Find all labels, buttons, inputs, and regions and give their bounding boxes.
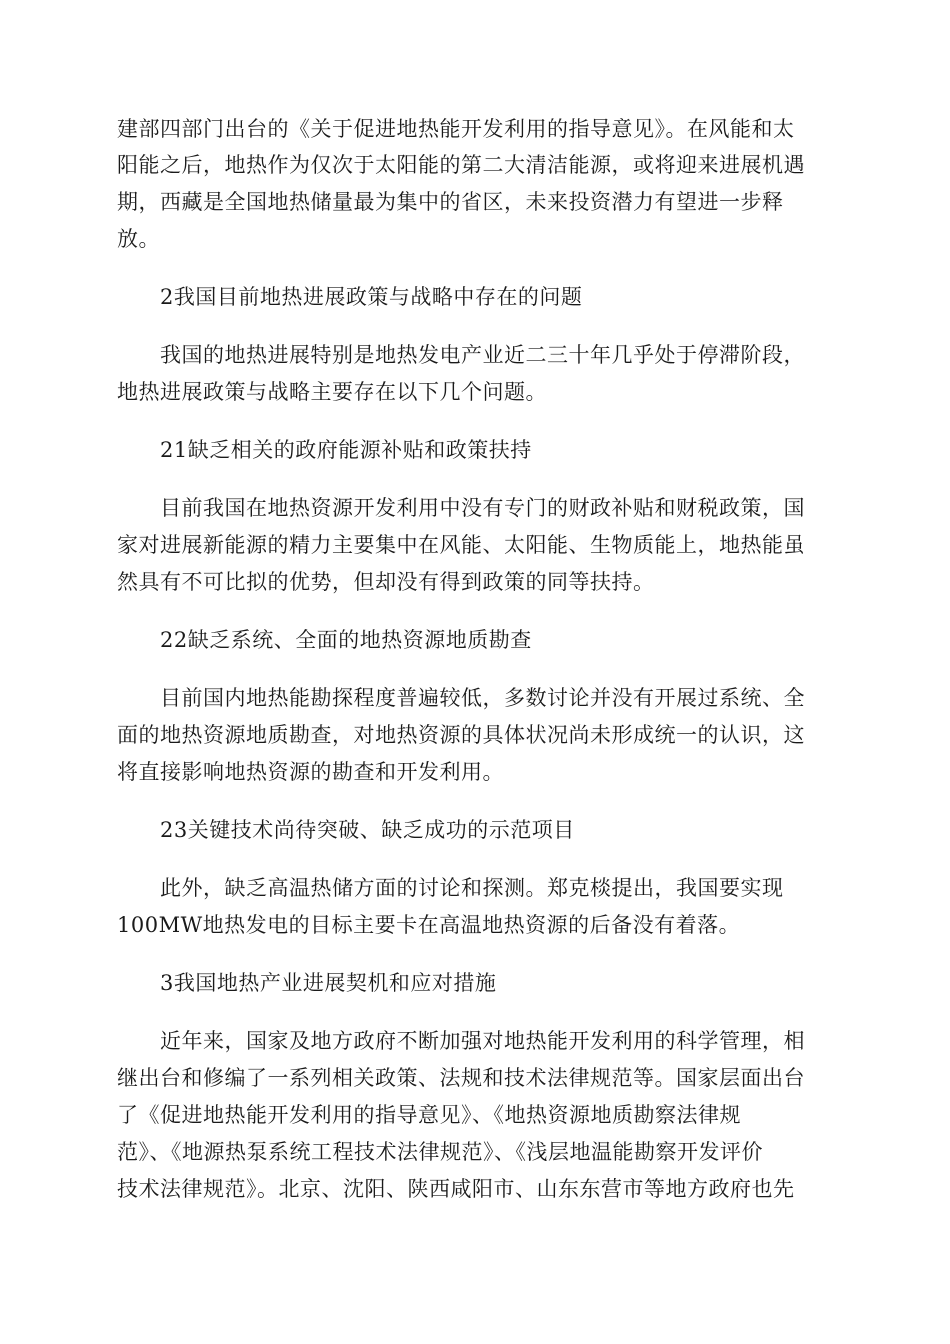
- text-line: 继出台和修编了一系列相关政策、法规和技术法律规范等。国家层面出台: [117, 1066, 805, 1090]
- text-line: 了《促进地热能开发利用的指导意见》、《地热资源地质勘察法律规: [117, 1103, 741, 1127]
- text-line: 期，西藏是全国地热储量最为集中的省区，未来投资潜力有望进一步释: [117, 190, 784, 214]
- text-line: 技术法律规范》。北京、沈阳、陕西咸阳市、山东东营市等地方政府也先: [117, 1177, 795, 1201]
- text-line: 阳能之后，地热作为仅次于太阳能的第二大清洁能源，或将迎来进展机遇: [117, 153, 805, 177]
- section-heading: 3我国地热产业进展契机和应对措施: [160, 971, 497, 995]
- subsection-heading: 21缺乏相关的政府能源补贴和政策扶持: [160, 438, 532, 462]
- text-line: 100MW地热发电的目标主要卡在高温地热资源的后备没有着落。: [117, 913, 741, 937]
- text-line: 面的地热资源地质勘查，对地热资源的具体状况尚未形成统一的认识，这: [117, 723, 805, 747]
- text-line: 然具有不可比拟的优势，但却没有得到政策的同等扶持。: [117, 570, 655, 594]
- subsection-heading: 23关键技术尚待突破、缺乏成功的示范项目: [160, 818, 575, 842]
- text-line: 建部四部门出台的《关于促进地热能开发利用的指导意见》。在风能和太: [117, 117, 795, 141]
- text-line: 此外，缺乏高温热储方面的讨论和探测。郑克棪提出，我国要实现: [160, 876, 784, 900]
- text-line: 将直接影响地热资源的勘查和开发利用。: [117, 760, 504, 784]
- text-line: 范》、《地源热泵系统工程技术法律规范》、《浅层地温能勘察开发评价: [117, 1140, 763, 1164]
- section-heading: 2我国目前地热进展政策与战略中存在的问题: [160, 285, 583, 309]
- text-line: 近年来，国家及地方政府不断加强对地热能开发利用的科学管理，相: [160, 1029, 805, 1053]
- text-line: 目前国内地热能勘探程度普遍较低，多数讨论并没有开展过系统、全: [160, 686, 805, 710]
- subsection-heading: 22缺乏系统、全面的地热资源地质勘查: [160, 628, 532, 652]
- text-line: 家对进展新能源的精力主要集中在风能、太阳能、生物质能上，地热能虽: [117, 533, 805, 557]
- text-line: 放。: [117, 227, 160, 251]
- text-line: 地热进展政策与战略主要存在以下几个问题。: [117, 380, 547, 404]
- text-line: 我国的地热进展特别是地热发电产业近二三十年几乎处于停滞阶段，: [160, 343, 805, 367]
- text-line: 目前我国在地热资源开发利用中没有专门的财政补贴和财税政策，国: [160, 496, 805, 520]
